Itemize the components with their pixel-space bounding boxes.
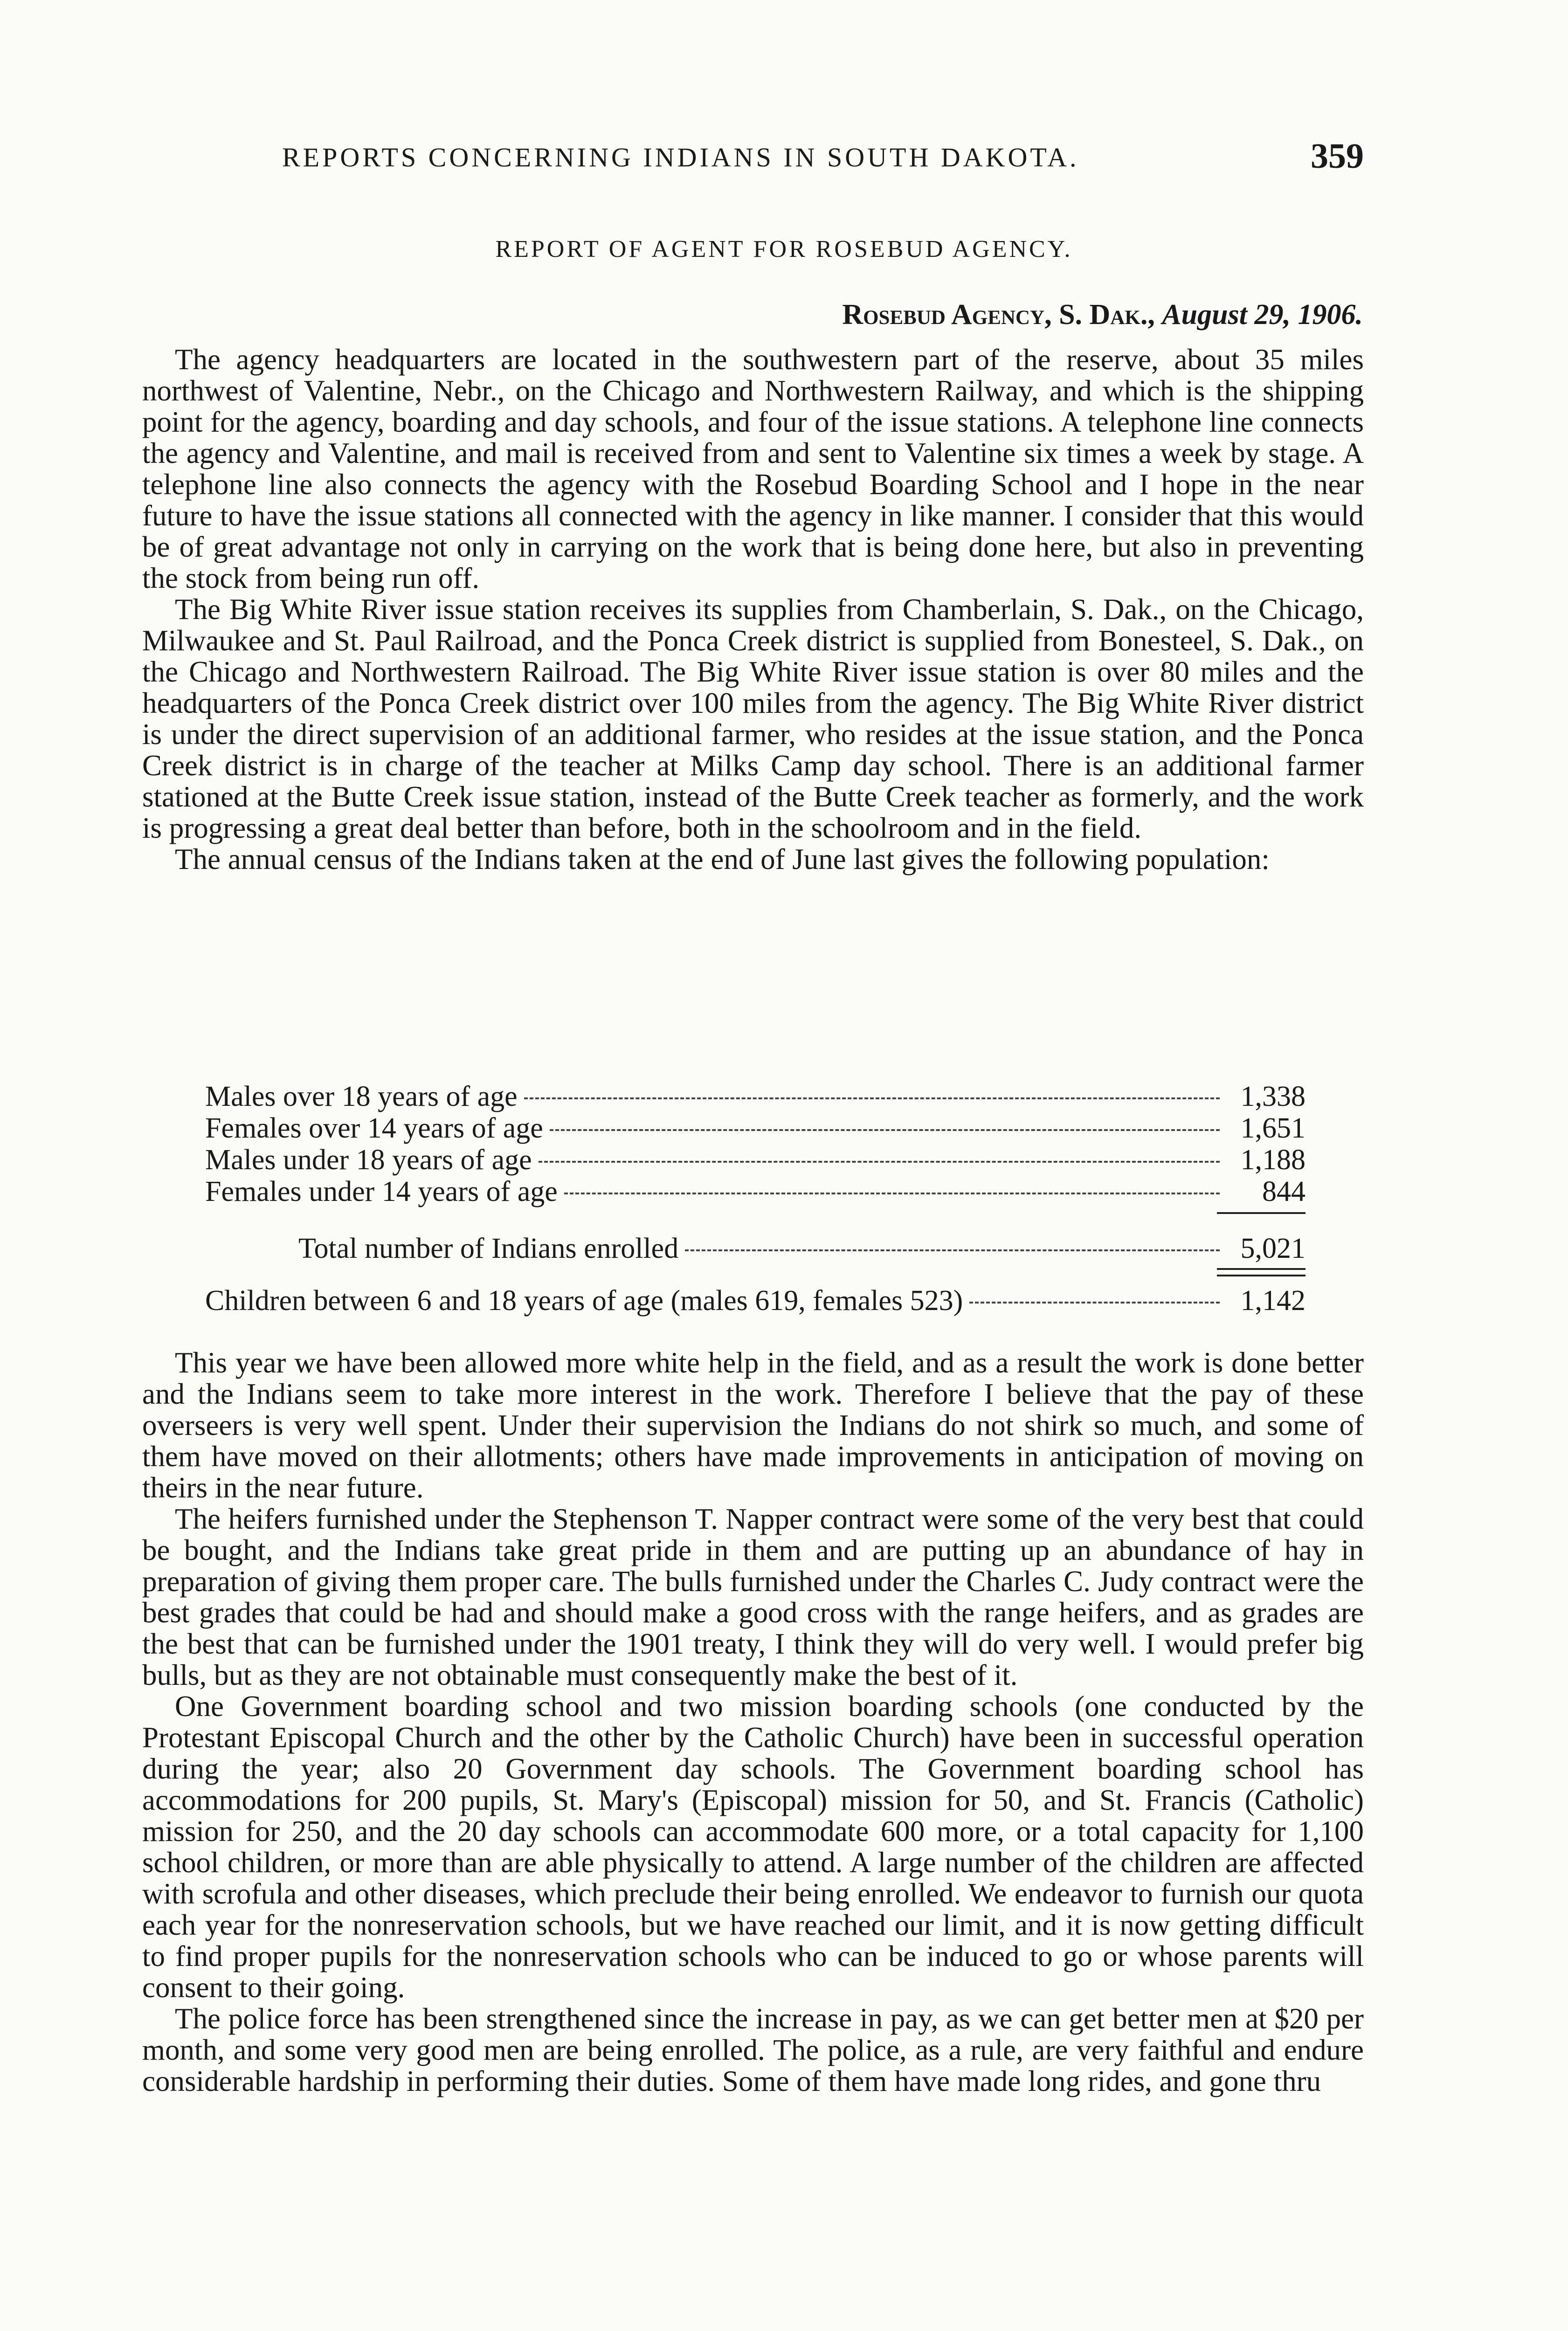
dot-leader [550,1129,1220,1131]
census-children-label: Children between 6 and 18 years of age (males 619, females 523) [205,1285,963,1317]
census-row [205,1112,1306,1144]
census-row [205,1081,1306,1112]
census-row-label: Females under 14 years of age [205,1176,558,1207]
census-row-label: Males under 18 years of age [205,1144,532,1176]
report-title: REPORT OF AGENT FOR ROSEBUD AGENCY. [495,236,1073,262]
page-header [142,136,1364,178]
census-total-value: 5,021 [1240,1233,1306,1264]
census-row-label: Males over 18 years of age [205,1081,518,1112]
dot-leader [564,1193,1220,1194]
dot-leader [524,1097,1220,1099]
census-row-value: 1,651 [1240,1112,1306,1144]
dot-leader [969,1302,1220,1303]
paragraph: One Government boarding school and two mission boarding schools (one conducted by the Protestant Episcopal Church and the other by the Catholic Church) have been in successful operation during the year; also 20 Government day schools. The Government boarding school has accommodations for 200 pupils, St. Mary's (Episcopal) mission for 50, and St. Francis (Catholic) mission for 250, and the 20 day schools can accommodate 600 more, or a total capacity for 1,100 school children, or more than are able physically to attend. A large number of the children are affected with scrofula and other diseases, which preclude their being enrolled. We endeavor to furnish our quota each year for the nonreservation schools, but we have reached our limit, and it is now getting difficult to find proper pupils for the nonreservation schools who can be induced to go or whose parents will consent to their going. [142,1690,1364,2004]
paragraph: The agency headquarters are located in the southwestern part of the reserve, about 35 miles northwest of Valentine, Nebr., on the Chicago and Northwestern Railway, and which is the shipping point for the agency, boarding and day schools, and four of the issue stations. A telephone line connects the agency and Valentine, and mail is received from and sent to Valentine six times a week by stage. A telephone line also connects the agency with the Rosebud Boarding School and I hope in the near future to have the issue stations all connected with the agency in like manner. I consider that this would be of great advantage not only in carrying on the work that is being done here, but also in preventing the stock from being run off. [142,343,1364,594]
body-text-before-census [142,344,1364,875]
dateline-place: Rosebud Agency, S. Dak., [842,299,1155,331]
dot-leader [539,1161,1220,1163]
paragraph: This year we have been allowed more white help in the field, and as a result the work is done better and the Indians seem to take more interest in the work. Therefore I believe that the pay of these overseers is very well spent. Under their supervision the Indians do not shirk so much, and some of them have moved on their allotments; others have made improvements in anticipation of moving on theirs in the near future. [142,1346,1364,1504]
double-rule [1217,1268,1306,1276]
page-number: 359 [1311,137,1364,176]
census-row-value: 844 [1262,1176,1306,1207]
census-row-value: 1,338 [1240,1081,1306,1112]
census-total-label: Total number of Indians enrolled [298,1233,679,1264]
paragraph: The heifers furnished under the Stephenson T. Napper contract were some of the very best that could be bought, and the Indians take great pride in them and are putting up an abundance of hay in preparation of giving them proper care. The bulls furnished under the Charles C. Judy contract were the best grades that could be had and should make a good cross with the range heifers, and as grades are the best that can be furnished under the 1901 treaty, I think they will do very well. I would prefer big bulls, but as they are not obtainable must consequently make the best of it. [142,1503,1364,1691]
census-row-label: Females over 14 years of age [205,1112,543,1144]
dateline-date: August 29, 1906. [1162,299,1363,331]
running-head: REPORTS CONCERNING INDIANS IN SOUTH DAKOTA. [282,142,1079,172]
body-text-after-census [142,1347,1364,2097]
census-row-value: 1,188 [1240,1144,1306,1176]
paragraph: The Big White River issue station receives its supplies from Chamberlain, S. Dak., on the Chicago, Milwaukee and St. Paul Railroad, and the Ponca Creek district is supplied from Bonesteel, S. Dak., on the Chicago and Northwestern Railroad. The Big White River issue station is over 80 miles and the headquarters of the Ponca Creek district over 100 miles from the agency. The Big White River district is under the direct supervision of an additional farmer, who resides at the issue station, and the Ponca Creek district is in charge of the teacher at Milks Camp day school. There is an additional farmer stationed at the Butte Creek issue station, instead of the Butte Creek teacher as formerly, and the work is progressing a great deal better than before, both in the schoolroom and in the field. [142,593,1364,844]
census-total-row [298,1233,1306,1264]
dot-leader [685,1249,1220,1251]
census-row [205,1144,1306,1176]
paragraph: The annual census of the Indians taken at the end of June last gives the following population: [175,843,1270,876]
paragraph: The police force has been strengthened since the increase in pay, as we can get better men at $20 per month, and some very good men are being enrolled. The police, as a rule, are very faithful and endure considerable hardship in performing their duties. Some of them have made long rides, and gone thru [142,2002,1364,2097]
census-children-value: 1,142 [1240,1285,1306,1317]
dateline [842,298,1363,331]
sum-rule [1217,1212,1306,1214]
census-children-row [205,1285,1306,1317]
census-table [205,1081,1306,1317]
census-row [205,1176,1306,1207]
